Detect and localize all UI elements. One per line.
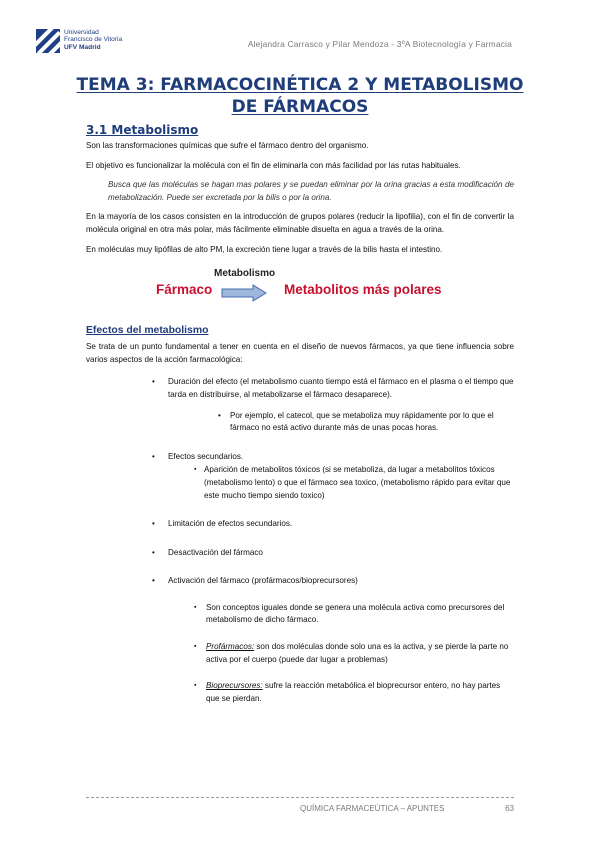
sub-item-profarmacos-text: son dos moléculas donde solo una es la activa, y se pierde la parte no activa por el cuerpo (puede dar lugar a problemas)	[206, 642, 509, 664]
list-item-side-effects	[158, 451, 514, 464]
sub-item-bioprecursores-text: sufre la reacción metabólica el bioprecursor entero, no hay partes que se pierdan.	[206, 681, 501, 703]
paragraph-objective: El objetivo es funcionalizar la molécula con el fin de eliminarla con más facilidad por las rutas habituales.	[86, 160, 461, 170]
paragraph-polar-groups: En la mayoría de los casos consisten en la introducción de grupos polares (reducir la lipofilia), con el fin de convertir la molécula original en otra más polar, más fácilmente eliminable disuelta en agua a través de la orina.	[86, 212, 514, 234]
list-item-deactivation-text: Desactivación del fármaco	[168, 547, 263, 557]
page-number: 63	[505, 804, 514, 813]
effects-heading: Efectos del metabolismo	[86, 325, 209, 337]
section-heading-metabolismo: 3.1 Metabolismo	[86, 123, 199, 137]
list-item-limitation	[158, 518, 514, 531]
sub-item-bioprecursores	[194, 680, 514, 705]
metabolism-diagram	[86, 268, 514, 314]
university-name	[64, 29, 122, 51]
paragraph-definition: Son las transformaciones químicas que sufre el fármaco dentro del organismo.	[86, 141, 369, 150]
paragraph-lipophilic: En moléculas muy lipófilas de alto PM, la excreción tiene lugar a través de la bilis hasta el intestino.	[86, 244, 443, 254]
page-title-line1: TEMA 3: FARMACOCINÉTICA 2 Y METABOLISMO	[76, 75, 524, 95]
term-bioprecursores: Bioprecursores:	[206, 681, 263, 691]
right-arrow-icon	[221, 284, 267, 302]
list-item-activation	[158, 575, 514, 588]
list-item-duration-text: Duración del efecto (el metabolismo cuanto tiempo está el fármaco en el plasma o el tiempo que tarda en distribuirse, al metabolizarse el fármaco desaparece).	[168, 377, 514, 399]
sub-item-profarmacos	[194, 641, 514, 666]
term-profarmacos: Profármacos:	[206, 642, 255, 652]
diagram-arrow-label: Metabolismo	[214, 268, 276, 280]
page-title-line2: DE FÁRMACOS	[231, 97, 369, 117]
list-item-limitation-text: Limitación de efectos secundarios.	[168, 519, 293, 529]
diagram-right-term: Metabolitos más polares	[284, 282, 442, 298]
list-item-duration	[158, 376, 514, 401]
sub-item-concepts	[194, 602, 514, 627]
sub-item-catecol	[218, 410, 514, 435]
list-item-activation-text: Activación del fármaco (profármacos/bioprecursores)	[168, 576, 358, 586]
sub-item-toxic-metabolites-text: Aparición de metabolitos tóxicos (si se metaboliza, da lugar a metabolitos tóxicos (metabolismo lento) o que el fármaco sea toxico, (metabolismo rápido para evitar que este mucho tiempo siendo toxico)	[204, 465, 511, 500]
diagram-left-term: Fármaco	[156, 282, 213, 298]
sub-item-toxic-metabolites	[194, 464, 514, 502]
main-content	[86, 122, 514, 705]
sub-item-concepts-text: Son conceptos iguales donde se genera una molécula activa como precursores del metabolismo de dicho fármaco.	[206, 602, 505, 625]
effects-intro: Se trata de un punto fundamental a tener en cuenta en el diseño de nuevos fármacos, ya que tiene influencia sobre varios aspectos de la acción farmacológica:	[86, 342, 514, 364]
header-authors: Alejandra Carrasco y Pilar Mendoza - 3ºA Biotecnología y Farmacia	[247, 39, 512, 49]
page-title	[0, 74, 600, 118]
university-logo	[36, 29, 122, 53]
page-footer	[300, 804, 514, 813]
sub-item-catecol-text: Por ejemplo, el catecol, que se metaboliza muy rápidamente por lo que el fármaco no está activo durante más de unas pocas horas.	[230, 410, 494, 433]
university-name-line1: Universidad	[64, 29, 99, 36]
footer-label: QUÍMICA FARMACEÚTICA – APUNTES	[300, 804, 445, 813]
university-logo-icon	[36, 29, 60, 53]
list-item-side-effects-text: Efectos secundarios.	[168, 451, 244, 461]
list-item-deactivation	[158, 547, 514, 560]
footer-divider	[86, 797, 514, 798]
paragraph-quote: Busca que las moléculas se hagan mas polares y se puedan eliminar por la orina gracias a esta modificación de metabolización. Puede ser excretada por la bilis o por la orina.	[108, 180, 514, 202]
university-name-line2: Francisco de Vitoria	[64, 36, 123, 44]
university-name-line3: UFV Madrid	[64, 43, 101, 51]
